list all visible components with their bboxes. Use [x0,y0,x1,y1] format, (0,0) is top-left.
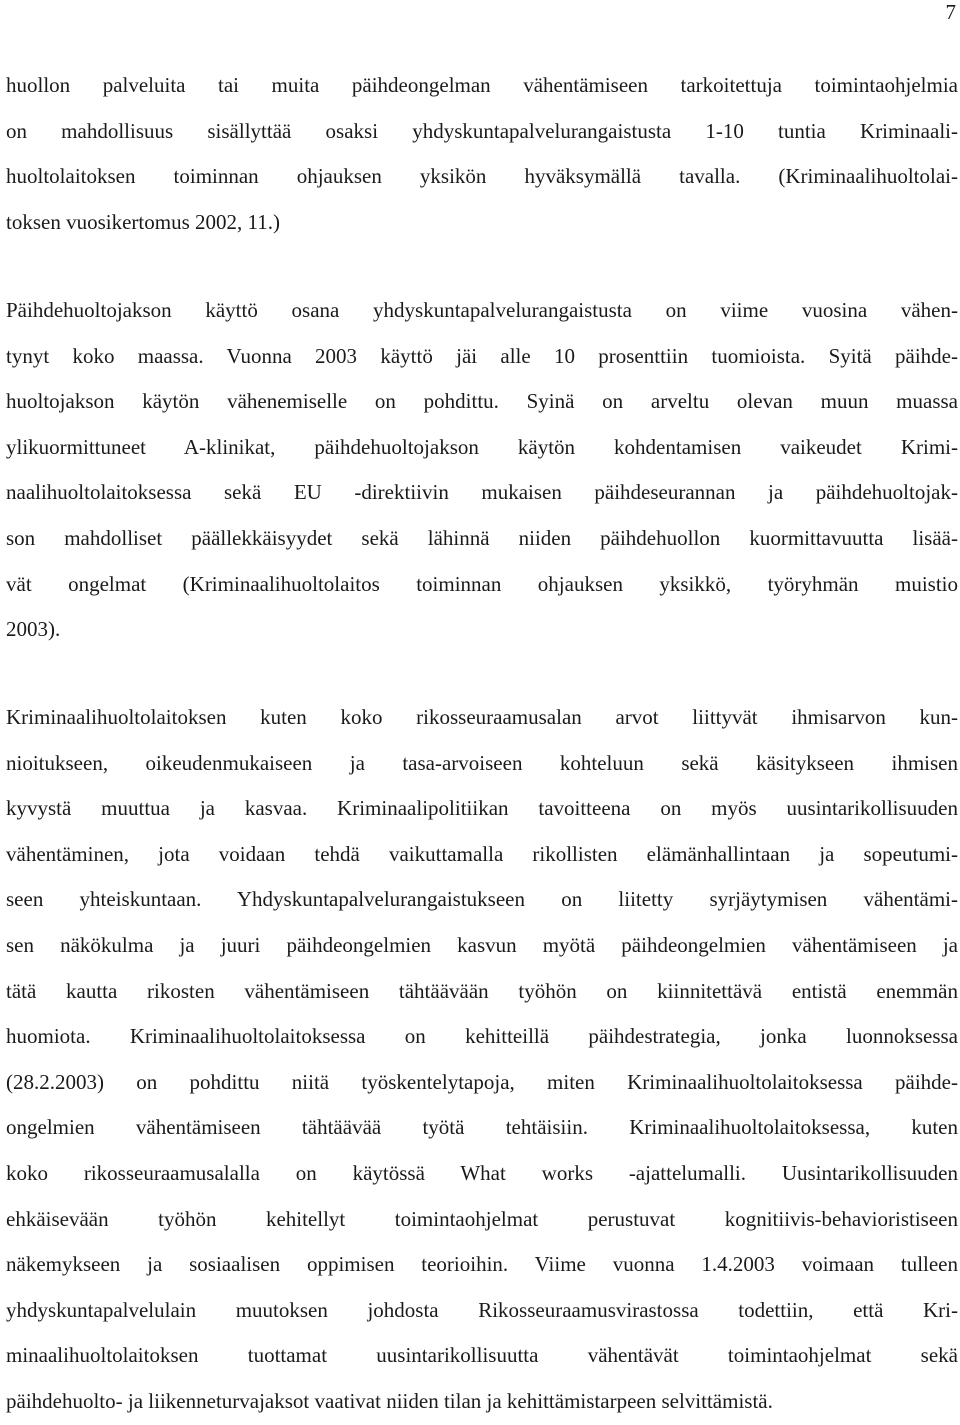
text-line: Kriminaalihuoltolaitoksen kuten koko rikosseuraamusalan arvot liittyvät ihmisarvon kun- [6,705,958,729]
text-line: on mahdollisuus sisällyttää osaksi yhdyskuntapalvelurangaistusta 1-10 tuntia Kriminaali- [6,118,958,143]
text-line: yhdyskuntapalvelulain muutoksen johdosta Rikosseuraamusvirastossa todettiin, että Kri- [6,1297,958,1322]
text-line: tynyt koko maassa. Vuonna 2003 käyttö jäi alle 10 prosenttiin tuomioista. Syitä päihde- [6,343,958,368]
text-line: huoltolaitoksen toiminnan ohjauksen yksikön hyväksymällä tavalla. (Kriminaalihuoltolai- [6,164,958,189]
paragraph-3 [6,695,958,1425]
text-line: seen yhteiskuntaan. Yhdyskuntapalvelurangaistukseen on liitetty syrjäytymisen vähentämi- [6,887,958,912]
text-line: huomiota. Kriminaalihuoltolaitoksessa on kehitteillä päihdestrategia, jonka luonnoksessa [6,1024,958,1049]
text-line: ongelmien vähentämiseen tähtäävää työtä tehtäisiin. Kriminaalihuoltolaitoksessa, kuten [6,1115,958,1140]
text-line: toksen vuosikertomus 2002, 11.) [6,209,280,234]
text-line: näkemykseen ja sosiaalisen oppimisen teorioihin. Viime vuonna 1.4.2003 voimaan tulleen [6,1252,958,1277]
text-line: kyvystä muuttua ja kasvaa. Kriminaalipolitiikan tavoitteena on myös uusintarikollisuuden [6,796,958,821]
text-line: koko rikosseuraamusalalla on käytössä What works -ajattelumalli. Uusintarikollisuuden [6,1160,958,1185]
text-line: ehkäisevään työhön kehitellyt toimintaohjelmat perustuvat kognitiivis-behavioristiseen [6,1206,958,1231]
text-line: ylikuormittuneet A-klinikat, päihdehuoltojakson käytön kohdentamisen vaikeudet Krimi- [6,434,958,459]
text-line: (28.2.2003) on pohdittu niitä työskentelytapoja, miten Kriminaalihuoltolaitoksessa päihde- [6,1069,958,1094]
text-line: vät ongelmat (Kriminaalihuoltolaitos toiminnan ohjauksen yksikkö, työryhmän muistio [6,571,958,596]
text-line: päihdehuolto- ja liikenneturvajaksot vaativat niiden tilan ja kehittämistarpeen selvittämistä. [6,1388,773,1413]
paragraph-2 [6,288,958,653]
text-line: tätä kautta rikosten vähentämiseen tähtäävään työhön on kiinnitettävä entistä enemmän [6,978,958,1003]
text-line: Päihdehuoltojakson käyttö osana yhdyskuntapalvelurangaistusta on viime vuosina vähen- [6,298,958,322]
text-line: naalihuoltolaitoksessa sekä EU -direktiivin mukaisen päihdeseurannan ja päihdehuoltojak- [6,480,958,505]
text-line: sen näkökulma ja juuri päihdeongelmien kasvun myötä päihdeongelmien vähentämiseen ja [6,932,958,957]
text-line: son mahdolliset päällekkäisyydet sekä lähinnä niiden päihdehuollon kuormittavuutta lisää- [6,525,958,550]
text-line: minaalihuoltolaitoksen tuottamat uusintarikollisuutta vähentävät toimintaohjelmat sekä [6,1343,958,1368]
text-line: nioitukseen, oikeudenmukaiseen ja tasa-arvoiseen kohteluun sekä käsitykseen ihmisen [6,750,958,775]
text-line: huoltojakson käytön vähenemiselle on pohdittu. Syinä on arveltu olevan muun muassa [6,389,958,414]
text-line: 2003). [6,617,61,642]
text-line: vähentäminen, jota voidaan tehdä vaikuttamalla rikollisten elämänhallintaan ja sopeutumi- [6,841,958,866]
paragraph-1 [6,63,958,245]
page-number: 7 [945,0,956,24]
text-line: huollon palveluita tai muita päihdeongelman vähentämiseen tarkoitettuja toimintaohjelmia [6,73,958,97]
